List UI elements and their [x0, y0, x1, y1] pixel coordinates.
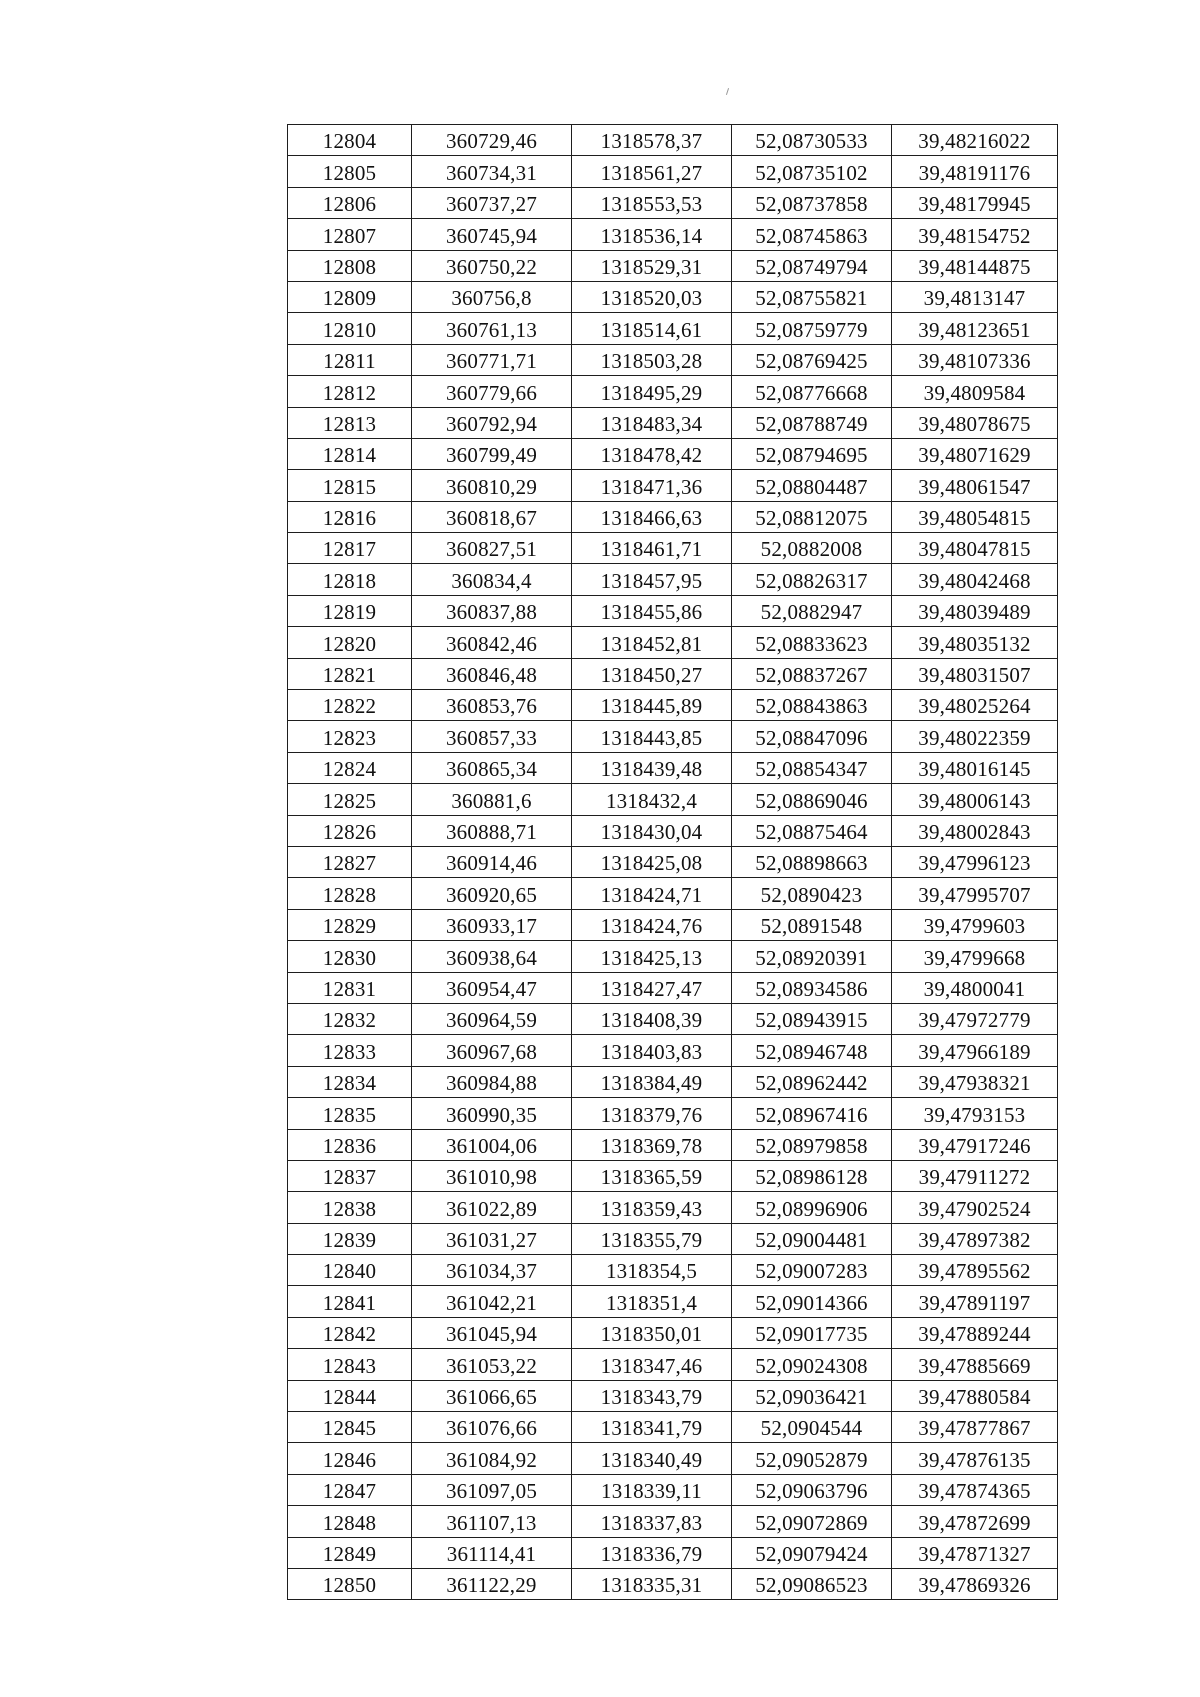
- table-row: [288, 564, 1058, 595]
- y-coordinate-cell: 1318503,28: [572, 344, 732, 375]
- x-coordinate-cell: 361004,06: [412, 1129, 572, 1160]
- x-coordinate-cell: 360750,22: [412, 250, 572, 281]
- table-row: [288, 313, 1058, 344]
- point-number-cell: 12845: [288, 1412, 412, 1443]
- x-coordinate-cell: 361045,94: [412, 1317, 572, 1348]
- point-number-cell: 12840: [288, 1255, 412, 1286]
- point-number-cell: 12831: [288, 972, 412, 1003]
- point-number-cell: 12806: [288, 187, 412, 218]
- point-number-cell: 12849: [288, 1537, 412, 1568]
- y-coordinate-cell: 1318343,79: [572, 1380, 732, 1411]
- table-row: [288, 187, 1058, 218]
- longitude-cell: 39,47889244: [892, 1317, 1058, 1348]
- longitude-cell: 39,48006143: [892, 784, 1058, 815]
- point-number-cell: 12812: [288, 376, 412, 407]
- y-coordinate-cell: 1318432,4: [572, 784, 732, 815]
- x-coordinate-cell: 361076,66: [412, 1412, 572, 1443]
- y-coordinate-cell: 1318355,79: [572, 1223, 732, 1254]
- longitude-cell: 39,48039489: [892, 595, 1058, 626]
- x-coordinate-cell: 360938,64: [412, 941, 572, 972]
- y-coordinate-cell: 1318403,83: [572, 1035, 732, 1066]
- y-coordinate-cell: 1318336,79: [572, 1537, 732, 1568]
- point-number-cell: 12838: [288, 1192, 412, 1223]
- longitude-cell: 39,48025264: [892, 690, 1058, 721]
- y-coordinate-cell: 1318354,5: [572, 1255, 732, 1286]
- point-number-cell: 12808: [288, 250, 412, 281]
- point-number-cell: 12827: [288, 846, 412, 877]
- y-coordinate-cell: 1318578,37: [572, 125, 732, 156]
- latitude-cell: 52,08735102: [732, 156, 892, 187]
- point-number-cell: 12823: [288, 721, 412, 752]
- longitude-cell: 39,48071629: [892, 438, 1058, 469]
- x-coordinate-cell: 360827,51: [412, 533, 572, 564]
- latitude-cell: 52,08934586: [732, 972, 892, 1003]
- table-row: [288, 1506, 1058, 1537]
- point-number-cell: 12844: [288, 1380, 412, 1411]
- y-coordinate-cell: 1318536,14: [572, 219, 732, 250]
- longitude-cell: 39,48016145: [892, 752, 1058, 783]
- y-coordinate-cell: 1318347,46: [572, 1349, 732, 1380]
- y-coordinate-cell: 1318340,49: [572, 1443, 732, 1474]
- latitude-cell: 52,08898663: [732, 846, 892, 877]
- x-coordinate-cell: 361097,05: [412, 1474, 572, 1505]
- longitude-cell: 39,4799603: [892, 909, 1058, 940]
- x-coordinate-cell: 361042,21: [412, 1286, 572, 1317]
- longitude-cell: 39,47869326: [892, 1568, 1058, 1599]
- point-number-cell: 12820: [288, 627, 412, 658]
- point-number-cell: 12834: [288, 1066, 412, 1097]
- point-number-cell: 12842: [288, 1317, 412, 1348]
- longitude-cell: 39,47876135: [892, 1443, 1058, 1474]
- y-coordinate-cell: 1318443,85: [572, 721, 732, 752]
- table-row: [288, 784, 1058, 815]
- longitude-cell: 39,47897382: [892, 1223, 1058, 1254]
- longitude-cell: 39,48035132: [892, 627, 1058, 658]
- y-coordinate-cell: 1318369,78: [572, 1129, 732, 1160]
- y-coordinate-cell: 1318520,03: [572, 281, 732, 312]
- y-coordinate-cell: 1318495,29: [572, 376, 732, 407]
- x-coordinate-cell: 360846,48: [412, 658, 572, 689]
- x-coordinate-cell: 361053,22: [412, 1349, 572, 1380]
- x-coordinate-cell: 360990,35: [412, 1098, 572, 1129]
- latitude-cell: 52,08943915: [732, 1003, 892, 1034]
- latitude-cell: 52,09004481: [732, 1223, 892, 1254]
- longitude-cell: 39,47872699: [892, 1506, 1058, 1537]
- x-coordinate-cell: 361107,13: [412, 1506, 572, 1537]
- latitude-cell: 52,08967416: [732, 1098, 892, 1129]
- table-row: [288, 1003, 1058, 1034]
- y-coordinate-cell: 1318483,34: [572, 407, 732, 438]
- x-coordinate-cell: 360837,88: [412, 595, 572, 626]
- y-coordinate-cell: 1318439,48: [572, 752, 732, 783]
- table-row: [288, 1066, 1058, 1097]
- y-coordinate-cell: 1318337,83: [572, 1506, 732, 1537]
- x-coordinate-cell: 360857,33: [412, 721, 572, 752]
- x-coordinate-cell: 360818,67: [412, 501, 572, 532]
- longitude-cell: 39,4809584: [892, 376, 1058, 407]
- y-coordinate-cell: 1318461,71: [572, 533, 732, 564]
- point-number-cell: 12829: [288, 909, 412, 940]
- longitude-cell: 39,47938321: [892, 1066, 1058, 1097]
- longitude-cell: 39,47877867: [892, 1412, 1058, 1443]
- latitude-cell: 52,0882947: [732, 595, 892, 626]
- longitude-cell: 39,48047815: [892, 533, 1058, 564]
- latitude-cell: 52,08869046: [732, 784, 892, 815]
- latitude-cell: 52,08833623: [732, 627, 892, 658]
- coordinates-table: [287, 124, 1058, 1600]
- latitude-cell: 52,0891548: [732, 909, 892, 940]
- latitude-cell: 52,09072869: [732, 1506, 892, 1537]
- x-coordinate-cell: 360954,47: [412, 972, 572, 1003]
- latitude-cell: 52,08794695: [732, 438, 892, 469]
- point-number-cell: 12814: [288, 438, 412, 469]
- longitude-cell: 39,48042468: [892, 564, 1058, 595]
- point-number-cell: 12835: [288, 1098, 412, 1129]
- latitude-cell: 52,08788749: [732, 407, 892, 438]
- table-row: [288, 156, 1058, 187]
- y-coordinate-cell: 1318359,43: [572, 1192, 732, 1223]
- latitude-cell: 52,09086523: [732, 1568, 892, 1599]
- point-number-cell: 12847: [288, 1474, 412, 1505]
- latitude-cell: 52,09024308: [732, 1349, 892, 1380]
- point-number-cell: 12816: [288, 501, 412, 532]
- coordinates-table-body: [288, 125, 1058, 1600]
- table-row: [288, 1568, 1058, 1599]
- y-coordinate-cell: 1318529,31: [572, 250, 732, 281]
- point-number-cell: 12841: [288, 1286, 412, 1317]
- y-coordinate-cell: 1318430,04: [572, 815, 732, 846]
- latitude-cell: 52,09079424: [732, 1537, 892, 1568]
- point-number-cell: 12822: [288, 690, 412, 721]
- x-coordinate-cell: 360984,88: [412, 1066, 572, 1097]
- table-row: [288, 846, 1058, 877]
- point-number-cell: 12830: [288, 941, 412, 972]
- x-coordinate-cell: 360810,29: [412, 470, 572, 501]
- table-row: [288, 344, 1058, 375]
- table-row: [288, 533, 1058, 564]
- table-row: [288, 1129, 1058, 1160]
- latitude-cell: 52,08875464: [732, 815, 892, 846]
- x-coordinate-cell: 360771,71: [412, 344, 572, 375]
- latitude-cell: 52,08730533: [732, 125, 892, 156]
- x-coordinate-cell: 360967,68: [412, 1035, 572, 1066]
- y-coordinate-cell: 1318455,86: [572, 595, 732, 626]
- longitude-cell: 39,47966189: [892, 1035, 1058, 1066]
- x-coordinate-cell: 360933,17: [412, 909, 572, 940]
- point-number-cell: 12819: [288, 595, 412, 626]
- table-row: [288, 250, 1058, 281]
- longitude-cell: 39,48191176: [892, 156, 1058, 187]
- point-number-cell: 12818: [288, 564, 412, 595]
- longitude-cell: 39,48002843: [892, 815, 1058, 846]
- latitude-cell: 52,08749794: [732, 250, 892, 281]
- point-number-cell: 12826: [288, 815, 412, 846]
- latitude-cell: 52,08826317: [732, 564, 892, 595]
- scan-artifact-mark: [726, 88, 729, 95]
- latitude-cell: 52,08745863: [732, 219, 892, 250]
- latitude-cell: 52,08996906: [732, 1192, 892, 1223]
- point-number-cell: 12811: [288, 344, 412, 375]
- y-coordinate-cell: 1318471,36: [572, 470, 732, 501]
- latitude-cell: 52,08759779: [732, 313, 892, 344]
- latitude-cell: 52,08837267: [732, 658, 892, 689]
- x-coordinate-cell: 361034,37: [412, 1255, 572, 1286]
- point-number-cell: 12804: [288, 125, 412, 156]
- latitude-cell: 52,0890423: [732, 878, 892, 909]
- longitude-cell: 39,48107336: [892, 344, 1058, 375]
- y-coordinate-cell: 1318384,49: [572, 1066, 732, 1097]
- y-coordinate-cell: 1318466,63: [572, 501, 732, 532]
- point-number-cell: 12821: [288, 658, 412, 689]
- table-row: [288, 1160, 1058, 1191]
- table-row: [288, 1349, 1058, 1380]
- longitude-cell: 39,4799668: [892, 941, 1058, 972]
- point-number-cell: 12837: [288, 1160, 412, 1191]
- table-row: [288, 972, 1058, 1003]
- table-row: [288, 1035, 1058, 1066]
- table-row: [288, 219, 1058, 250]
- y-coordinate-cell: 1318457,95: [572, 564, 732, 595]
- point-number-cell: 12809: [288, 281, 412, 312]
- latitude-cell: 52,09007283: [732, 1255, 892, 1286]
- x-coordinate-cell: 361031,27: [412, 1223, 572, 1254]
- point-number-cell: 12839: [288, 1223, 412, 1254]
- table-row: [288, 1443, 1058, 1474]
- table-row: [288, 470, 1058, 501]
- point-number-cell: 12836: [288, 1129, 412, 1160]
- latitude-cell: 52,08755821: [732, 281, 892, 312]
- x-coordinate-cell: 360734,31: [412, 156, 572, 187]
- longitude-cell: 39,47885669: [892, 1349, 1058, 1380]
- table-row: [288, 721, 1058, 752]
- point-number-cell: 12807: [288, 219, 412, 250]
- y-coordinate-cell: 1318450,27: [572, 658, 732, 689]
- y-coordinate-cell: 1318341,79: [572, 1412, 732, 1443]
- longitude-cell: 39,4813147: [892, 281, 1058, 312]
- x-coordinate-cell: 361010,98: [412, 1160, 572, 1191]
- latitude-cell: 52,0882008: [732, 533, 892, 564]
- longitude-cell: 39,47891197: [892, 1286, 1058, 1317]
- y-coordinate-cell: 1318351,4: [572, 1286, 732, 1317]
- table-row: [288, 1380, 1058, 1411]
- point-number-cell: 12848: [288, 1506, 412, 1537]
- x-coordinate-cell: 361084,92: [412, 1443, 572, 1474]
- table-row: [288, 1192, 1058, 1223]
- point-number-cell: 12817: [288, 533, 412, 564]
- longitude-cell: 39,4793153: [892, 1098, 1058, 1129]
- longitude-cell: 39,48031507: [892, 658, 1058, 689]
- point-number-cell: 12815: [288, 470, 412, 501]
- point-number-cell: 12850: [288, 1568, 412, 1599]
- longitude-cell: 39,47972779: [892, 1003, 1058, 1034]
- y-coordinate-cell: 1318452,81: [572, 627, 732, 658]
- longitude-cell: 39,47874365: [892, 1474, 1058, 1505]
- longitude-cell: 39,47917246: [892, 1129, 1058, 1160]
- longitude-cell: 39,47902524: [892, 1192, 1058, 1223]
- point-number-cell: 12832: [288, 1003, 412, 1034]
- x-coordinate-cell: 360779,66: [412, 376, 572, 407]
- table-row: [288, 1412, 1058, 1443]
- latitude-cell: 52,09052879: [732, 1443, 892, 1474]
- table-row: [288, 1255, 1058, 1286]
- longitude-cell: 39,48154752: [892, 219, 1058, 250]
- y-coordinate-cell: 1318379,76: [572, 1098, 732, 1129]
- point-number-cell: 12805: [288, 156, 412, 187]
- point-number-cell: 12846: [288, 1443, 412, 1474]
- point-number-cell: 12824: [288, 752, 412, 783]
- point-number-cell: 12810: [288, 313, 412, 344]
- y-coordinate-cell: 1318561,27: [572, 156, 732, 187]
- point-number-cell: 12825: [288, 784, 412, 815]
- x-coordinate-cell: 361122,29: [412, 1568, 572, 1599]
- table-row: [288, 281, 1058, 312]
- y-coordinate-cell: 1318445,89: [572, 690, 732, 721]
- table-row: [288, 1223, 1058, 1254]
- table-row: [288, 1098, 1058, 1129]
- x-coordinate-cell: 360881,6: [412, 784, 572, 815]
- y-coordinate-cell: 1318514,61: [572, 313, 732, 344]
- table-row: [288, 1286, 1058, 1317]
- table-row: [288, 407, 1058, 438]
- point-number-cell: 12843: [288, 1349, 412, 1380]
- table-row: [288, 125, 1058, 156]
- latitude-cell: 52,0904544: [732, 1412, 892, 1443]
- longitude-cell: 39,48054815: [892, 501, 1058, 532]
- x-coordinate-cell: 360834,4: [412, 564, 572, 595]
- y-coordinate-cell: 1318553,53: [572, 187, 732, 218]
- table-row: [288, 376, 1058, 407]
- longitude-cell: 39,48179945: [892, 187, 1058, 218]
- x-coordinate-cell: 360799,49: [412, 438, 572, 469]
- table-row: [288, 1317, 1058, 1348]
- x-coordinate-cell: 360920,65: [412, 878, 572, 909]
- longitude-cell: 39,48123651: [892, 313, 1058, 344]
- longitude-cell: 39,47880584: [892, 1380, 1058, 1411]
- table-row: [288, 658, 1058, 689]
- x-coordinate-cell: 360865,34: [412, 752, 572, 783]
- table-row: [288, 878, 1058, 909]
- x-coordinate-cell: 360964,59: [412, 1003, 572, 1034]
- y-coordinate-cell: 1318424,76: [572, 909, 732, 940]
- latitude-cell: 52,08920391: [732, 941, 892, 972]
- latitude-cell: 52,08769425: [732, 344, 892, 375]
- latitude-cell: 52,08946748: [732, 1035, 892, 1066]
- longitude-cell: 39,47995707: [892, 878, 1058, 909]
- latitude-cell: 52,09063796: [732, 1474, 892, 1505]
- latitude-cell: 52,08843863: [732, 690, 892, 721]
- point-number-cell: 12828: [288, 878, 412, 909]
- x-coordinate-cell: 361066,65: [412, 1380, 572, 1411]
- x-coordinate-cell: 360756,8: [412, 281, 572, 312]
- y-coordinate-cell: 1318425,13: [572, 941, 732, 972]
- latitude-cell: 52,08962442: [732, 1066, 892, 1097]
- longitude-cell: 39,4800041: [892, 972, 1058, 1003]
- longitude-cell: 39,48144875: [892, 250, 1058, 281]
- point-number-cell: 12813: [288, 407, 412, 438]
- latitude-cell: 52,08776668: [732, 376, 892, 407]
- x-coordinate-cell: 360737,27: [412, 187, 572, 218]
- latitude-cell: 52,08737858: [732, 187, 892, 218]
- table-row: [288, 690, 1058, 721]
- x-coordinate-cell: 360888,71: [412, 815, 572, 846]
- y-coordinate-cell: 1318425,08: [572, 846, 732, 877]
- y-coordinate-cell: 1318427,47: [572, 972, 732, 1003]
- longitude-cell: 39,48061547: [892, 470, 1058, 501]
- y-coordinate-cell: 1318408,39: [572, 1003, 732, 1034]
- latitude-cell: 52,08847096: [732, 721, 892, 752]
- longitude-cell: 39,47871327: [892, 1537, 1058, 1568]
- table-row: [288, 501, 1058, 532]
- point-number-cell: 12833: [288, 1035, 412, 1066]
- longitude-cell: 39,48078675: [892, 407, 1058, 438]
- table-row: [288, 627, 1058, 658]
- latitude-cell: 52,08812075: [732, 501, 892, 532]
- table-row: [288, 941, 1058, 972]
- longitude-cell: 39,47911272: [892, 1160, 1058, 1191]
- table-row: [288, 815, 1058, 846]
- table-row: [288, 752, 1058, 783]
- table-row: [288, 1474, 1058, 1505]
- y-coordinate-cell: 1318478,42: [572, 438, 732, 469]
- x-coordinate-cell: 361022,89: [412, 1192, 572, 1223]
- longitude-cell: 39,48216022: [892, 125, 1058, 156]
- longitude-cell: 39,47996123: [892, 846, 1058, 877]
- table-row: [288, 595, 1058, 626]
- latitude-cell: 52,08979858: [732, 1129, 892, 1160]
- table-row: [288, 1537, 1058, 1568]
- x-coordinate-cell: 360792,94: [412, 407, 572, 438]
- table-row: [288, 438, 1058, 469]
- table-row: [288, 909, 1058, 940]
- x-coordinate-cell: 360853,76: [412, 690, 572, 721]
- y-coordinate-cell: 1318424,71: [572, 878, 732, 909]
- x-coordinate-cell: 360745,94: [412, 219, 572, 250]
- x-coordinate-cell: 360914,46: [412, 846, 572, 877]
- latitude-cell: 52,08804487: [732, 470, 892, 501]
- x-coordinate-cell: 361114,41: [412, 1537, 572, 1568]
- latitude-cell: 52,09014366: [732, 1286, 892, 1317]
- y-coordinate-cell: 1318335,31: [572, 1568, 732, 1599]
- latitude-cell: 52,08854347: [732, 752, 892, 783]
- latitude-cell: 52,09036421: [732, 1380, 892, 1411]
- x-coordinate-cell: 360729,46: [412, 125, 572, 156]
- y-coordinate-cell: 1318350,01: [572, 1317, 732, 1348]
- y-coordinate-cell: 1318339,11: [572, 1474, 732, 1505]
- x-coordinate-cell: 360761,13: [412, 313, 572, 344]
- y-coordinate-cell: 1318365,59: [572, 1160, 732, 1191]
- latitude-cell: 52,08986128: [732, 1160, 892, 1191]
- x-coordinate-cell: 360842,46: [412, 627, 572, 658]
- latitude-cell: 52,09017735: [732, 1317, 892, 1348]
- longitude-cell: 39,47895562: [892, 1255, 1058, 1286]
- longitude-cell: 39,48022359: [892, 721, 1058, 752]
